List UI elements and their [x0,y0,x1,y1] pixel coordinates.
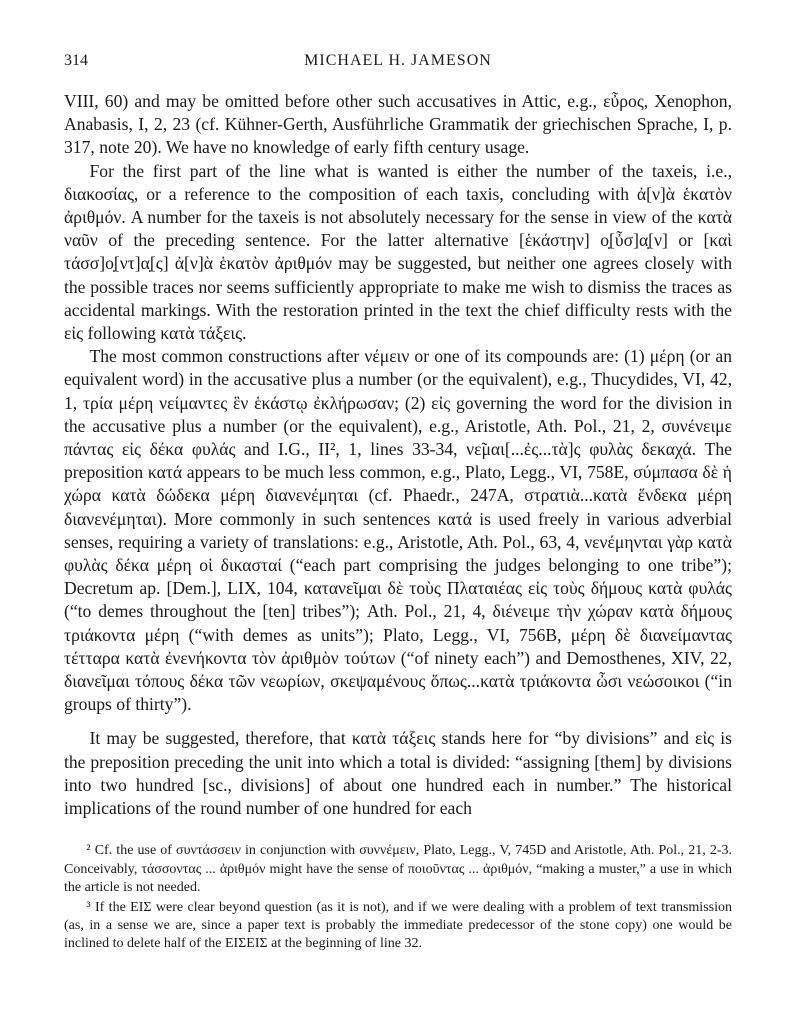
paragraph-continuation: VIII, 60) and may be omitted before other such accusatives in Attic, e.g., εὖρος, Xenophon, Anabasis, I, 2, 23 (cf. Kühner-Gerth, Ausführliche Grammatik der griechischen Sprache, I, p. 317, note 20). We have no knowledge of early fifth century usage. [64,91,732,158]
paragraph-nemein-constructions: The most common constructions after νέμειν or one of its compounds are: (1) μέρη (or an equivalent word) in the accusative plus a number (or the equivalent), e.g., Thucydides, VI, 42, 1, τρία μέρη νείμαντες ἓν ἑκάστῳ ἐκλήρωσαν; (2) εἰς governing the word for the division in the accusative plus a number (or the equivalent), e.g., Aristotle, Ath. Pol., 21, 2, συνένειμε πάντας εἰς δέκα φυλάς and I.G., II², 1, lines 33-34, νε̃μαι[...ἐς...τὰ]ς φυλὰς δεκαχά. The preposition κατά appears to be much less common, e.g., Plato, Legg., VI, 758E, σύμπασα δὲ ἡ χώρα κατὰ δώδεκα μέρη διανενέμηται (cf. Phaedr., 247A, στρατιὰ...κατὰ ἕνδεκα μέρη διανενέμηται). More commonly in such sentences κατά is used freely in various adverbial senses, requiring a variety of translations: e.g., Aristotle, Ath. Pol., 63, 4, νενέμηνται γὰρ κατὰ φυλὰς δέκα μέρη οἱ δικασταί (“each part comprising the judges belonging to one tribe”); Decretum ap. [Dem.], LIX, 104, κατανεῖμαι δὲ τοὺς Πλαταιέας εἰς τοὺς δήμους κατὰ φυλάς (“to demes throughout the [ten] tribes”); Ath. Pol., 21, 4, διένειμε τὴν χώραν κατὰ δήμους τριάκοντα μέρη (“with demes as units”); Plato, Legg., VI, 756B, μέρη δὲ διανείμαντας τέτταρα κατὰ ἐνενήκοντα τὸν ἀριθμὸν τούτων (“of ninety each”) and Demosthenes, XIV, 22, διανεῖμαι τόπους δέκα τῶν νεωρίων, σκεψαμένους ὅπως...κατὰ τριάκοντα ὦσι νεώσοικοι (“in groups of thirty”). [64,346,732,715]
page-header [64,52,732,76]
paragraph-kata-taxeis: It may be suggested, therefore, that κατὰ τάξεις stands here for “by divisions” and εἰς is the preposition preceding the unit into which a total is divided: “assigning [them] by divisions into two hundred [sc., divisions] of about one hundred each in number.” The historical implications of the round number of one hundred for each [64,728,732,819]
paragraph-line-restoration: For the first part of the line what is wanted is either the number of the taxeis, i.e., διακοσίας, or a reference to the composition of each taxis, concluding with ἀ[ν]ὰ ἑκατὸν ἀριθμόν. A number for the taxeis is not absolutely necessary for the sense in view of the κατὰ ναῦν of the preceding sentence. For the latter alternative [ἑκάστην] ο̣[ὖσ]α̣[ν] or [καὶ τάσσ]ο̣[ντ]α̣[ς] ἀ[ν]ὰ ἑκατὸν ἀριθμόν may be suggested, but neither one agrees closely with the possible traces nor seems sufficiently appropriate to make me wish to dismiss the traces as accidental markings. With the restoration printed in the text the chief difficulty rests with the εἰς following κατὰ τάξεις. [64,160,732,344]
footnote-3: ³ If the ΕΙΣ were clear beyond question (as it is not), and if we were dealing with a problem of text transmission (as, in a sense we are, since a paper text is probably the immediate predecessor of the stone copy) one would be inclined to delete half of the ΕΙΣΕΙΣ at the beginning of line 32. [64,899,732,952]
page [64,52,732,954]
page-number: 314 [64,52,88,69]
body-text [64,90,732,820]
running-head: MICHAEL H. JAMESON [304,52,492,69]
footnote-2: ² Cf. the use of συντάσσειν in conjunction with συννέμειν, Plato, Legg., V, 745D and Aristotle, Ath. Pol., 21, 2-3. Conceivably, τάσσοντας ... ἀριθμόν might have the sense of ποιοῦντας ... ἀριθμόν, “making a muster,” a use in which the article is not needed. [64,843,732,896]
footnotes [64,842,732,953]
